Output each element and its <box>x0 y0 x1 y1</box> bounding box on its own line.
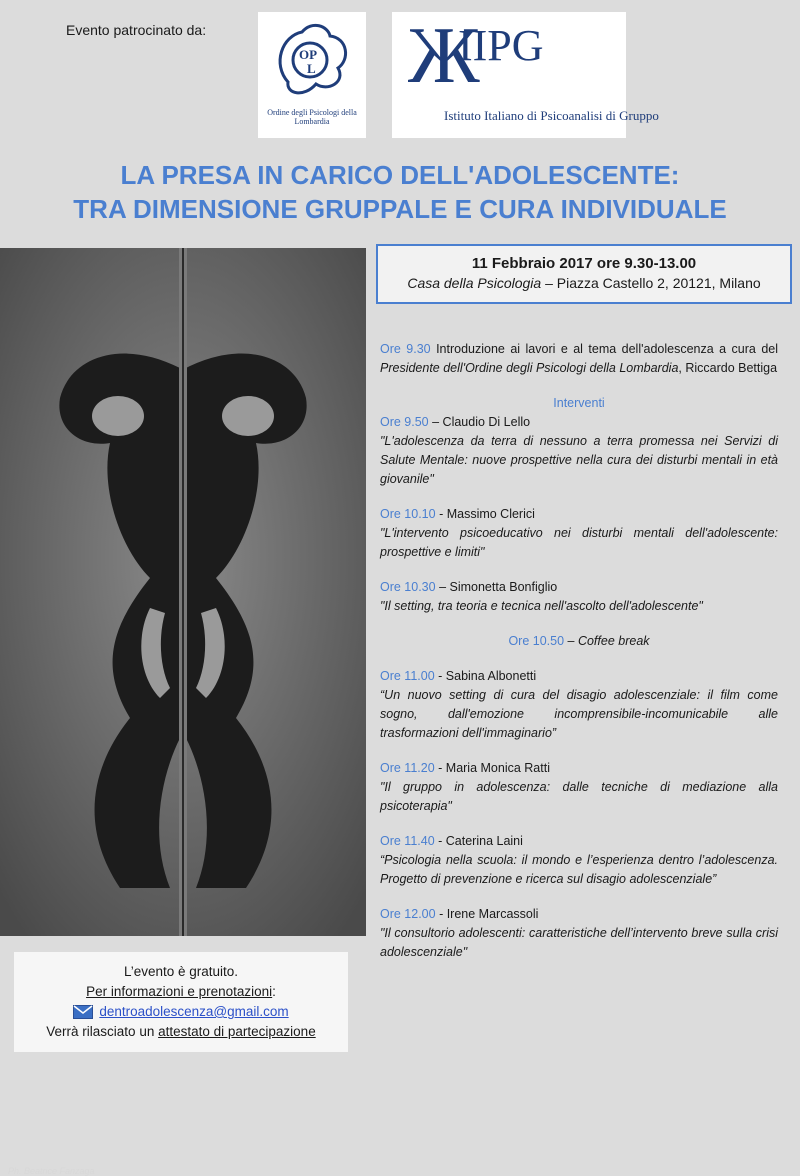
item-title: "Il consultorio adolescenti: caratteristiche dell’intervento breve sulla crisi adolescenziale" <box>380 926 778 959</box>
info-label <box>14 982 348 1002</box>
item-speaker: – Simonetta Bonfiglio <box>435 580 558 594</box>
email-row <box>14 1002 348 1022</box>
envelope-icon <box>73 1005 93 1019</box>
item-title: “Un nuovo setting di cura del disagio adolescenziale: il film come sogno, dall'emozione incomprensibile-incomunicabile alle trasformazioni dell'immaginario” <box>380 688 778 740</box>
odl-caption: Ordine degli Psicologi della Lombardia <box>267 108 357 127</box>
item-time: Ore 10.30 <box>380 580 436 594</box>
program-intro <box>380 340 778 378</box>
free-event-note: L’evento è gratuito. <box>123 964 239 979</box>
photo-credit: Ph. Beatrice Fanzaga <box>8 1166 95 1176</box>
mirrored-figures-illustration <box>0 248 366 936</box>
sponsor-label: Evento patrocinato da: <box>66 22 207 38</box>
item-title: "Il setting, tra teoria e tecnica nell'ascolto dell'adolescente" <box>380 599 703 613</box>
attestation-note <box>14 1022 348 1042</box>
item-time: Ore 10.10 <box>380 507 436 521</box>
svg-text:L: L <box>307 61 316 76</box>
intro-text: Introduzione ai lavori e al tema dell'adolescenza a cura del <box>430 342 778 356</box>
event-venue <box>378 275 790 291</box>
item-title: "L'adolescenza da terra di nessuno a terra promessa nei Servizi di Salute Mentale: nuove prospettive nella cura dei disturbi mentali in età giovanile" <box>380 434 778 486</box>
program-item <box>380 578 778 616</box>
break-label: Coffee break <box>577 634 650 648</box>
item-speaker: - Irene Marcassoli <box>435 907 539 921</box>
svg-text:OP: OP <box>299 47 318 62</box>
email-link[interactable]: dentroadolescenza@gmail.com <box>99 1004 289 1019</box>
intro-speaker: , Riccardo Bettiga <box>678 361 778 375</box>
title-line-2: TRA DIMENSIONE GRUPPALE E CURA INDIVIDUALE <box>73 194 727 224</box>
event-date: 11 Febbraio 2017 ore 9.30-13.00 <box>471 255 697 272</box>
section-heading: Interventi <box>553 396 605 410</box>
iipg-full-name: Istituto Italiano di Psicoanalisi di Gruppo <box>444 108 659 123</box>
odl-logo-emblem <box>258 12 366 108</box>
venue-address: – Piazza Castello 2, 20121, Milano <box>541 275 761 291</box>
title-line-1: LA PRESA IN CARICO DELL'ADOLESCENTE: <box>120 160 680 190</box>
attestation-text: attestato di partecipazione <box>158 1024 316 1039</box>
event-title <box>0 158 800 226</box>
program-item <box>380 667 778 743</box>
intro-role: Presidente dell'Ordine degli Psicologi della Lombardia <box>380 361 679 375</box>
program-item <box>380 832 778 889</box>
item-time: Ore 12.00 <box>380 907 436 921</box>
item-speaker: - Massimo Clerici <box>435 507 535 521</box>
program-item <box>380 905 778 962</box>
coffee-break <box>380 632 778 651</box>
iipg-logo <box>392 12 659 138</box>
item-time: Ore 9.50 <box>380 415 429 429</box>
date-venue-box <box>376 244 792 304</box>
info-label-colon: : <box>272 984 276 999</box>
item-title: "L'intervento psicoeducativo nei disturbi mentali dell'adolescente: prospettive e limiti" <box>380 526 778 559</box>
program-item <box>380 413 778 489</box>
info-label-text: Per informazioni e prenotazioni <box>86 984 273 999</box>
item-time: Ore 11.20 <box>380 761 435 775</box>
venue-name: Casa della Psicologia <box>407 275 542 291</box>
break-time: Ore 10.50 <box>508 634 565 648</box>
item-speaker: - Maria Monica Ratti <box>434 761 550 775</box>
item-speaker: – Claudio Di Lello <box>428 415 531 429</box>
info-box <box>14 952 348 1052</box>
item-speaker: - Caterina Laini <box>434 834 523 848</box>
break-dash: – <box>564 634 578 648</box>
program <box>380 340 778 962</box>
program-item <box>380 759 778 816</box>
item-time: Ore 11.00 <box>380 669 435 683</box>
item-time: Ore 11.40 <box>380 834 435 848</box>
program-item <box>380 505 778 562</box>
iipg-emblem: Ж <box>408 12 480 100</box>
iipg-name: IIPG <box>458 21 544 70</box>
item-title: “Psicologia nella scuola: il mondo e l’esperienza dentro l’adolescenza. Progetto di prevenzione e ricerca sul disagio adolescenziale” <box>380 853 778 886</box>
intro-time: Ore 9.30 <box>380 342 431 356</box>
odl-logo <box>258 12 366 138</box>
attestation-prefix: Verrà rilasciato un <box>46 1024 159 1039</box>
item-title: "Il gruppo in adolescenza: dalle tecniche di mediazione alla psicoterapia" <box>380 780 778 813</box>
item-speaker: - Sabina Albonetti <box>434 669 537 683</box>
